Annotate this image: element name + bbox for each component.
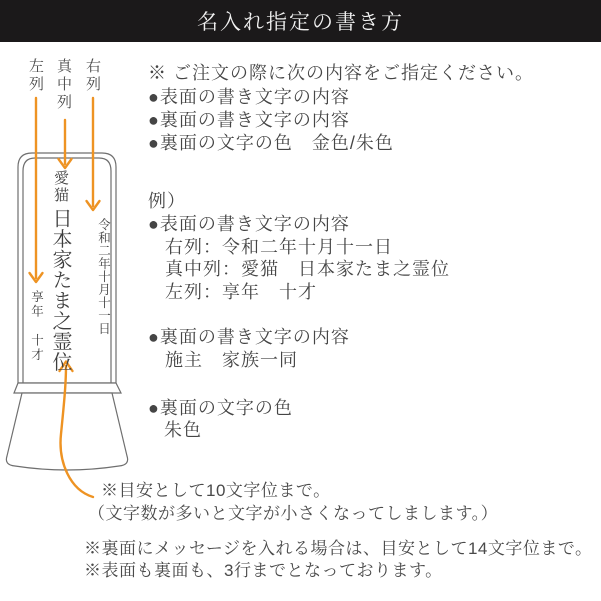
example-back-heading: ●裏面の書き文字の内容 xyxy=(148,327,350,347)
instruction-bullet-back: ●裏面の書き文字の内容 xyxy=(148,110,350,130)
tablet-text-pet-title: 愛猫 xyxy=(52,170,70,204)
tablet-text-main-name: 日本家たま之霊位 xyxy=(49,208,73,372)
example-color-value: 朱色 xyxy=(164,420,202,440)
arrow-middle-column-icon xyxy=(59,120,72,168)
tablet-text-date-column: 令和二年十月十一日 xyxy=(96,218,112,335)
tablet-neck-outline xyxy=(14,383,121,393)
note-line-limit: ※表面も裏面も、3行までとなっております。 xyxy=(84,561,443,580)
tablet-base-outline xyxy=(6,393,127,470)
label-right-column: 右列 xyxy=(84,58,101,94)
page-title-bar xyxy=(0,0,601,42)
page-title: 名入れ指定の書き方 xyxy=(197,11,404,34)
instruction-bullet-front: ●表面の書き文字の内容 xyxy=(148,87,350,107)
example-left-row: 左列：享年 十才 xyxy=(165,282,317,302)
note-back-limit: ※裏面にメッセージを入れる場合は、目安として14文字位まで。 xyxy=(84,539,593,558)
instruction-bullet-color: ●裏面の文字の色 金色/朱色 xyxy=(148,133,394,153)
example-right-row: 右列：令和二年十月十一日 xyxy=(165,237,393,257)
example-back-text: 施主 家族一同 xyxy=(165,350,298,370)
example-front-heading: ●表面の書き文字の内容 xyxy=(148,214,350,234)
tablet-text-age-column: 享年 十才 xyxy=(29,290,45,363)
example-middle-row: 真中列：愛猫 日本家たま之霊位 xyxy=(165,259,450,279)
label-left-column: 左列 xyxy=(27,58,44,94)
instruction-intro: ※ ご注文の際に次の内容をご指定ください。 xyxy=(148,63,534,83)
example-label: 例） xyxy=(148,191,186,211)
note-front-limit-sub: （文字数が多いと文字が小さくなってしまします。） xyxy=(88,504,499,523)
example-color-heading: ●裏面の文字の色 xyxy=(148,398,293,418)
note-front-limit: ※目安として10文字位まで。 xyxy=(101,481,331,500)
label-middle-column: 真中列 xyxy=(55,58,72,112)
